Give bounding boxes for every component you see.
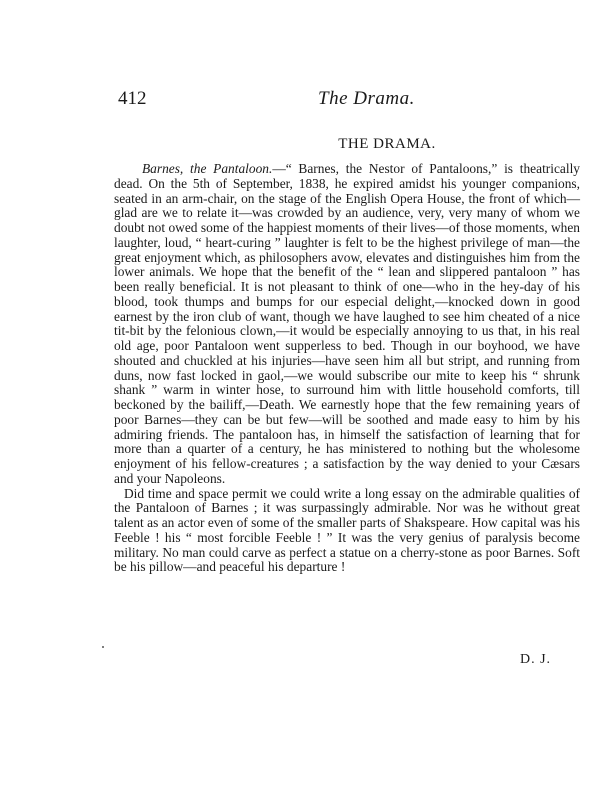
paragraph-barnes [114,162,580,487]
paragraph-text: —“ Barnes, the Nestor of Pantaloons,” is theatrically dead. On the 5th of September, 1838, he expired amidst his younger companions, seated in an arm-chair, on the stage of the English Opera House, the front of which—glad are we to relate it—was crowded by an audience, very, very many of whom we doubt not owed some of the happiest moments of their lives—of those moments, when laughter, loud, “ heart-curing ” laughter is felt to be the highest privilege of man—the great enjoyment which, as philosophers avow, elevates and distinguishes him from the lower animals. We hope that the benefit of the “ lean and slippered pantaloon ” has been really beneficial. It is not pleasant to think of one—who in the hey-day of his blood, took thumps and bumps for our especial delight,—knocked down in good earnest by the iron club of want, though we have laughed to see him cheated of a nice tit-bit by the felonious clown,—it would be especially annoying to us that, in his real old age, poor Pantaloon went supperless to bed. Though in our boyhood, we have shouted and chuckled at his injuries—have seen him all but stript, and running from duns, now fast locked in gaol,—we would subscribe our mite to keep his “ shrunk shank ” warm in winter hose, to surround him with little household comforts, till beckoned by the bailiff,—Death. We earnestly hope that the few remaining years of poor Barnes—they can be but few—will be soothed and made easy to him by his admiring friends. The pantaloon has, in himself the satisfaction of learning that for more than a quarter of a century, he has ministered to nothing but the wholesome enjoyment of his fellow-creatures ; a satisfaction by the way denied to your Cæsars and your Napoleons. [114,161,580,486]
article-title: THE DRAMA. [338,136,436,152]
article-body [114,162,580,575]
running-head [118,88,578,112]
page-number: 412 [118,88,147,109]
author-signature: D. J. [520,652,552,667]
paragraph-text: Did time and space permit we could write a long essay on the admirable qualities of the Pantaloon of Barnes ; it was surpassingly admirable. Nor was he without great talent as an actor even of some of the smaller parts of Shakspeare. How capital was his Feeble ! his “ most forcible Feeble ! ” It was the very genius of paralysis become military. No man could carve as perfect a statue on a cherry-stone as poor Barnes. Soft be his pillow—and peaceful his departure ! [114,485,580,575]
running-title: The Drama. [318,88,415,109]
runin-heading: Barnes, the Pantaloon. [142,161,273,176]
print-speck [102,646,104,648]
paragraph-essay [114,487,580,576]
